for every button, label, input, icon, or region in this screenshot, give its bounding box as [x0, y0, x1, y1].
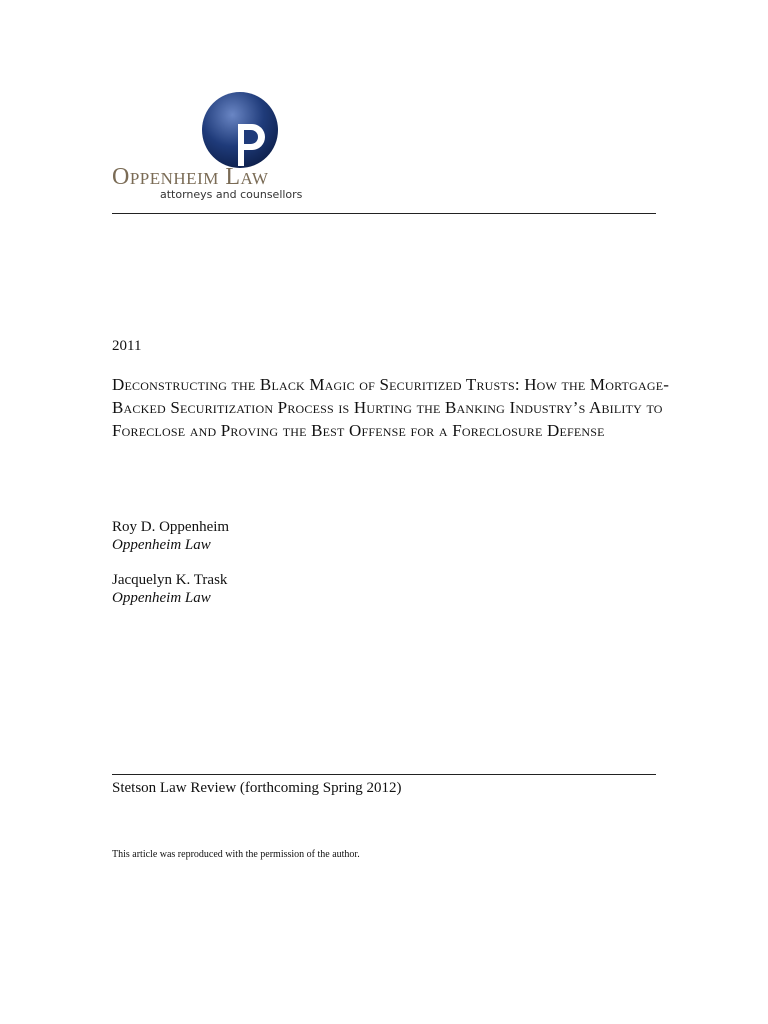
author-affiliation: Oppenheim Law: [112, 537, 211, 553]
author-name: Jacquelyn K. Trask: [112, 572, 228, 588]
permission-note: This article was reproduced with the permission of the author.: [112, 849, 360, 860]
article-year: 2011: [112, 338, 142, 354]
brand-tagline: attorneys and counsellors: [160, 188, 303, 201]
article-title: Deconstructing the Black Magic of Securitized Trusts: How the Mortgage-Backed Securitization Process is Hurting the Banking Industry’s Ability to Foreclose and Proving the Best Offense for a Foreclosure Defense: [112, 375, 670, 440]
publication-note: Stetson Law Review (forthcoming Spring 2012): [112, 780, 402, 796]
author-affiliation: Oppenheim Law: [112, 590, 211, 606]
oppenheim-p-monogram-icon: [200, 90, 280, 170]
footer-divider: [112, 774, 656, 775]
author-name: Roy D. Oppenheim: [112, 519, 230, 535]
header-divider: [112, 213, 656, 214]
brand-name: Oppenheim Law: [112, 164, 269, 190]
